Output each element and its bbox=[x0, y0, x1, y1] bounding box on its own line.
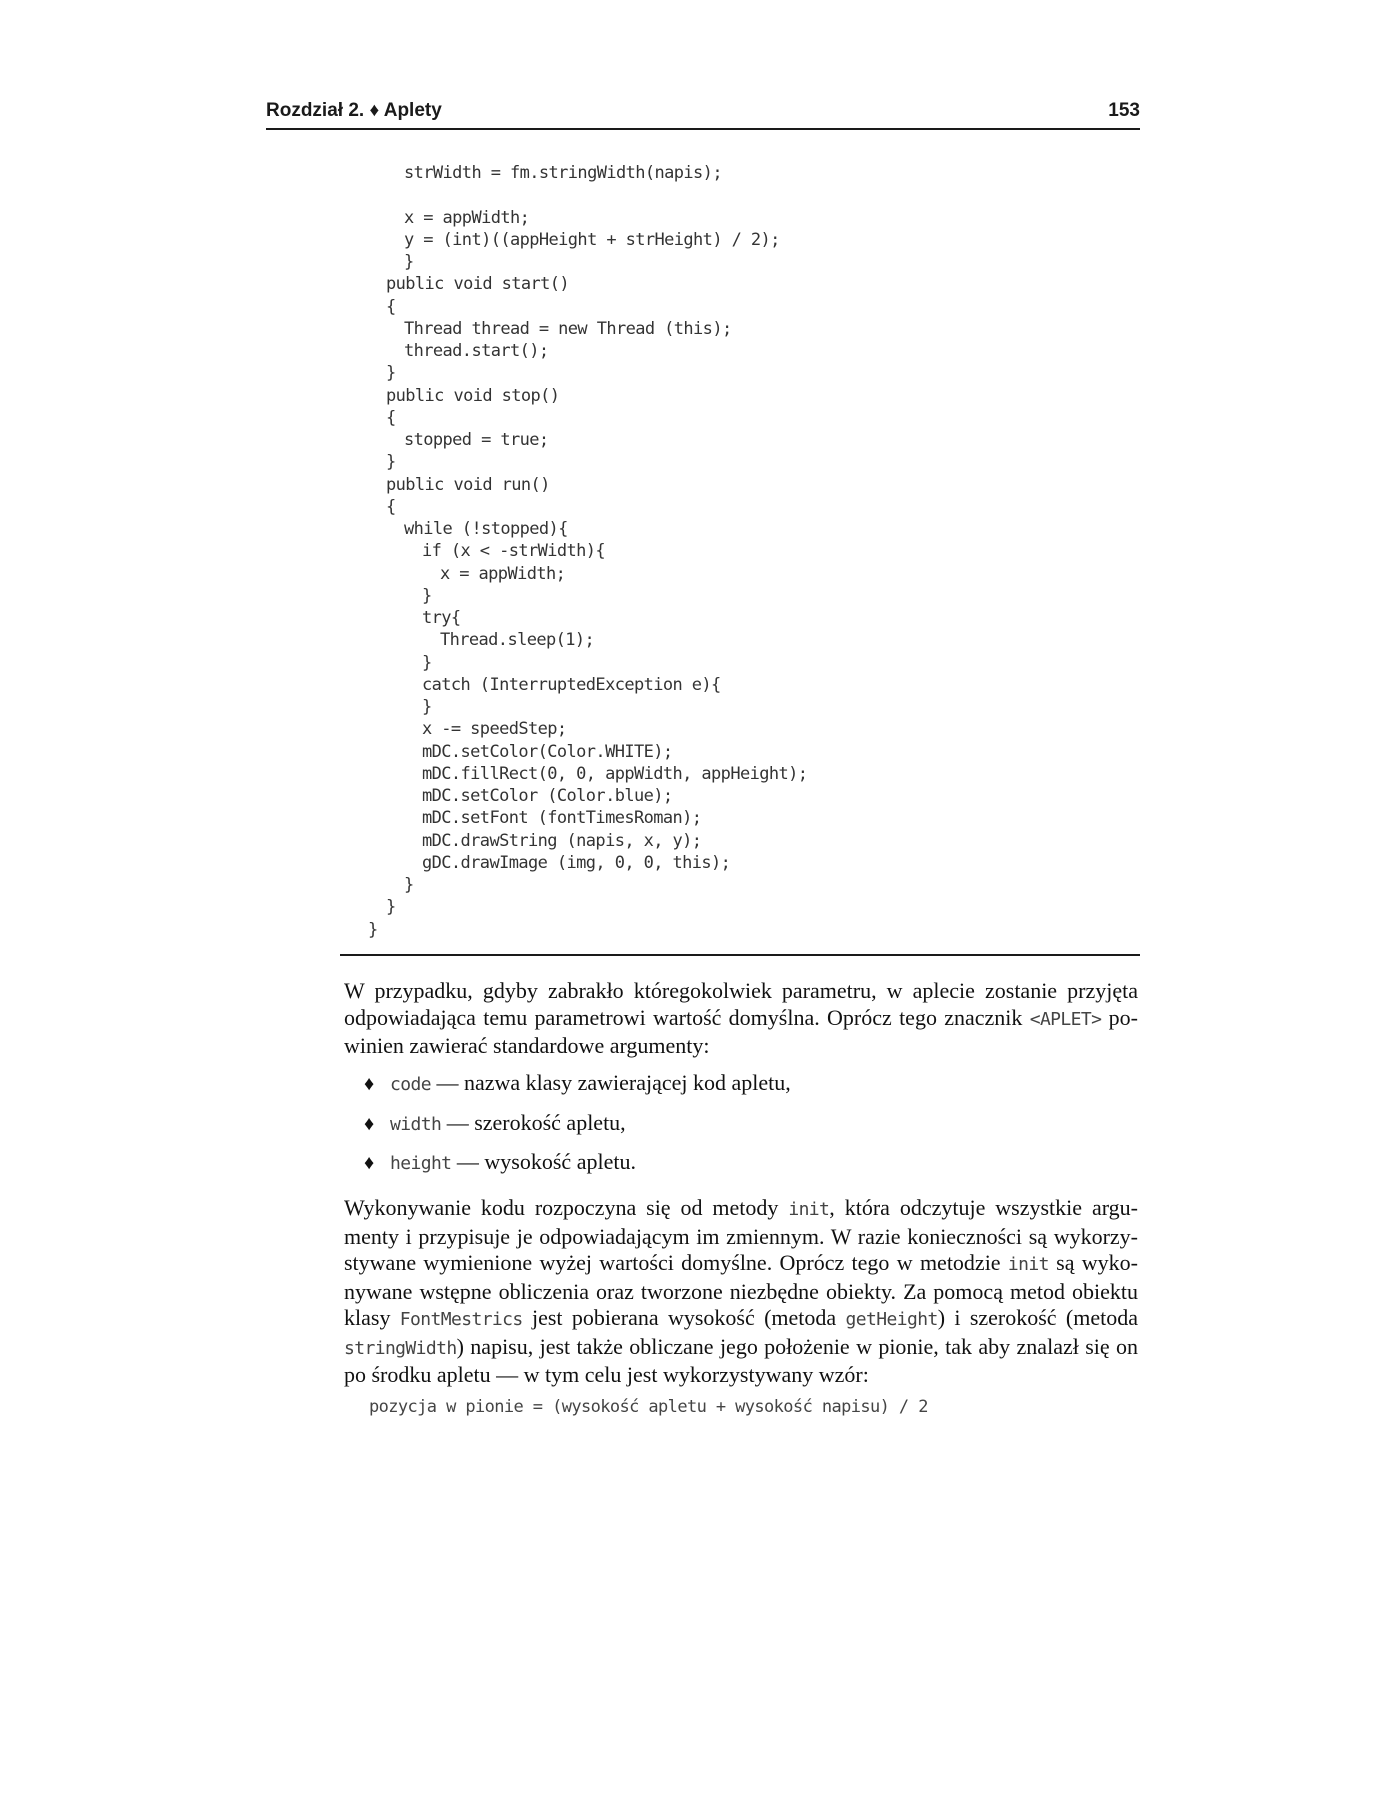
code-listing bbox=[368, 162, 1088, 941]
text-line: klasy FontMestrics jest pobierana wysokość (metoda getHeight) i szerokość (metoda bbox=[344, 1305, 1139, 1330]
bullet-list bbox=[364, 1070, 1124, 1189]
code-line: catch (InterruptedException e){ bbox=[422, 674, 721, 695]
code-line: } bbox=[404, 252, 414, 272]
page-number: 153 bbox=[1108, 100, 1140, 121]
diamond-bullet-icon: ♦ bbox=[364, 1073, 375, 1095]
code-line: mDC.drawString (napis, x, y); bbox=[422, 830, 702, 851]
chapter-title: Rozdział 2. ♦ Aplety bbox=[266, 100, 442, 121]
code-line: public void start() bbox=[386, 274, 570, 295]
code-line: thread.start(); bbox=[404, 341, 549, 361]
code-line: Thread.sleep(1); bbox=[440, 630, 595, 651]
inline-code: code bbox=[390, 1074, 431, 1095]
code-line: strWidth = fm.stringWidth(napis); bbox=[404, 163, 722, 183]
text-line: winien zawierać standardowe argumenty: bbox=[344, 1033, 710, 1058]
inline-code: getHeight bbox=[845, 1309, 938, 1330]
code-line: public void run() bbox=[386, 474, 550, 495]
code-line: while (!stopped){ bbox=[404, 519, 568, 539]
code-line: gDC.drawImage (img, 0, 0, this); bbox=[422, 852, 731, 873]
text-line: stywane wymienione wyżej wartości domyślne. Oprócz tego w metodzie init są wyko- bbox=[344, 1250, 1139, 1275]
inline-code: width bbox=[390, 1113, 442, 1135]
code-line: } bbox=[422, 652, 432, 673]
code-line: } bbox=[368, 919, 378, 940]
formula-code: pozycja w pionie = (wysokość apletu + wysokość napisu) / 2 bbox=[369, 1397, 928, 1417]
code-line: Thread thread = new Thread (this); bbox=[404, 318, 732, 339]
code-line: mDC.setFont (fontTimesRoman); bbox=[422, 808, 702, 829]
text-line: po środku apletu — w tym celu jest wykorzystywany wzór: bbox=[344, 1362, 869, 1387]
list-item: ♦ width — szerokość apletu, bbox=[364, 1109, 626, 1135]
paragraph-2 bbox=[344, 1195, 1138, 1389]
inline-code: init bbox=[1007, 1254, 1049, 1275]
code-line: if (x < -strWidth){ bbox=[422, 541, 606, 562]
code-line bbox=[368, 184, 1088, 206]
code-line: mDC.setColor (Color.blue); bbox=[422, 786, 673, 806]
inline-code: FontMestrics bbox=[399, 1309, 523, 1330]
text-line: odpowiadająca temu parametrowi wartość domyślna. Oprócz tego znacznik <APLET> po- bbox=[344, 1004, 1138, 1030]
inline-code: stringWidth bbox=[344, 1337, 457, 1359]
text-line: Wykonywanie kodu rozpoczyna się od metody init, która odczytuje wszystkie argu- bbox=[344, 1195, 1138, 1220]
list-item: ♦ height — wysokość apletu. bbox=[364, 1149, 636, 1174]
diamond-bullet-icon: ♦ bbox=[364, 1112, 375, 1135]
code-line: } bbox=[404, 875, 414, 895]
code-line: stopped = true; bbox=[404, 430, 549, 450]
text-line: nywane wstępne obliczenia oraz tworzone niezbędne obiekty. Za pomocą metod obiektu bbox=[344, 1278, 1138, 1304]
listing-end-rule bbox=[340, 954, 1140, 956]
text-line: menty i przypisuje je odpowiadającym im zmiennym. W razie konieczności są wykorzy- bbox=[344, 1223, 1138, 1249]
paragraph-1 bbox=[344, 978, 1138, 1060]
code-line: } bbox=[422, 697, 432, 717]
inline-code: init bbox=[788, 1199, 830, 1220]
code-line: x = appWidth; bbox=[440, 563, 566, 584]
code-line: { bbox=[386, 496, 396, 517]
list-item: ♦ code — nazwa klasy zawierającej kod apletu, bbox=[364, 1070, 791, 1095]
code-line: x = appWidth; bbox=[404, 207, 530, 228]
code-line: } bbox=[386, 363, 396, 384]
code-line: mDC.fillRect(0, 0, appWidth, appHeight); bbox=[422, 763, 808, 784]
code-line: } bbox=[386, 452, 396, 473]
code-line: } bbox=[422, 585, 432, 606]
running-header bbox=[266, 98, 1140, 130]
code-line: y = (int)((appHeight + strHeight) / 2); bbox=[404, 229, 780, 250]
code-line: x -= speedStep; bbox=[422, 719, 567, 740]
code-line: public void stop() bbox=[386, 385, 560, 406]
inline-code: <APLET> bbox=[1029, 1008, 1102, 1030]
text-line: stringWidth) napisu, jest także obliczane jego położenie w pionie, tak aby znalazł się on bbox=[344, 1333, 1138, 1359]
code-line: mDC.setColor(Color.WHITE); bbox=[422, 741, 673, 762]
code-line: } bbox=[386, 897, 396, 918]
code-line: { bbox=[386, 296, 396, 317]
inline-code: height bbox=[390, 1153, 452, 1174]
diamond-bullet-icon: ♦ bbox=[364, 1152, 375, 1174]
code-line: try{ bbox=[422, 608, 461, 628]
code-line: { bbox=[386, 407, 396, 428]
text-line: W przypadku, gdyby zabrakło któregokolwiek parametru, w aplecie zostanie przyjęta bbox=[344, 978, 1138, 1003]
